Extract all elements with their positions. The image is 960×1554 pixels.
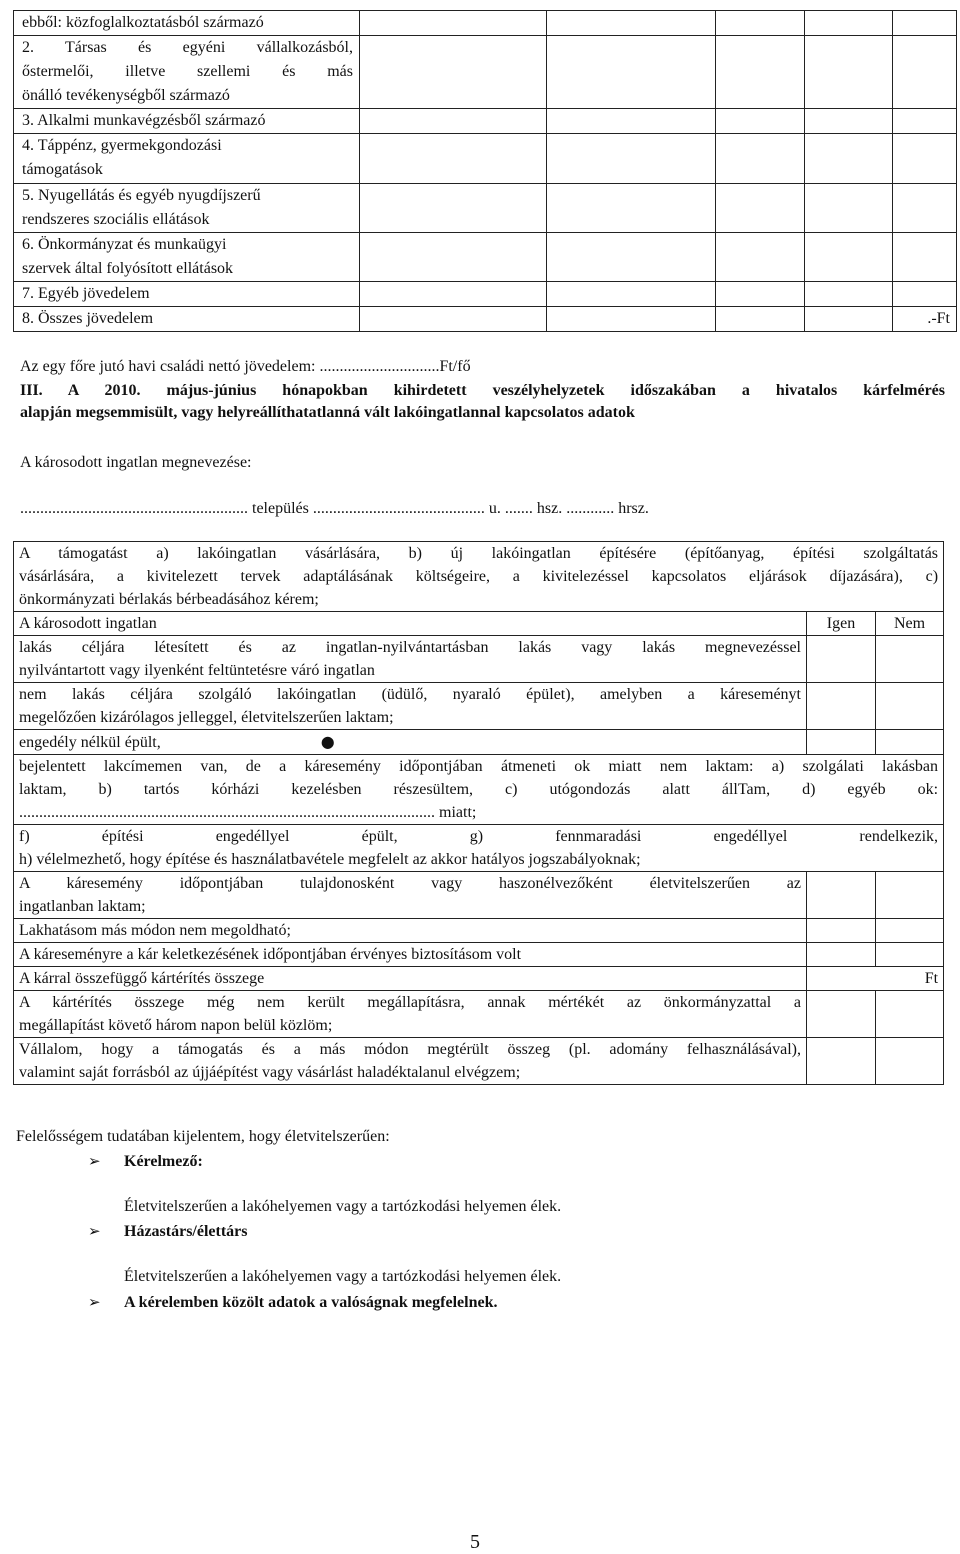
spouse-label: Házastárs/élettárs: [124, 1223, 248, 1240]
income-label-other: 7. Egyéb jövedelem: [14, 281, 360, 306]
arrow-bullet-icon: ➢: [88, 1222, 101, 1240]
income-cell[interactable]: [360, 109, 547, 134]
income-cell[interactable]: [805, 281, 893, 306]
income-row-total: [14, 306, 957, 331]
income-label-casual: 3. Alkalmi munkavégzésből származó: [14, 109, 360, 134]
yes-checkbox-cell[interactable]: [807, 636, 876, 683]
page-number: 5: [470, 1531, 480, 1553]
income-label-municipal: 6. Önkormányzat és munkaügyi szervek által folyósított ellátások: [14, 232, 360, 281]
claim-row-label: f) építési engedéllyel épült, g) fennmaradási engedéllyel rendelkezik, h) vélelmezhető, hogy építése és használatbavétele megfelelt az akkor hatályos jogszabályoknak;: [14, 825, 944, 872]
no-checkbox-cell[interactable]: [876, 991, 944, 1038]
no-checkbox-cell[interactable]: [876, 1038, 944, 1085]
income-cell[interactable]: [360, 183, 547, 232]
income-cell[interactable]: [716, 232, 805, 281]
per-capita-income-line[interactable]: Az egy főre jutó havi családi nettó jövedelem: ..............................Ft/fő: [20, 358, 471, 375]
income-label-public-work: ebből: közfoglalkoztatásból származó: [14, 11, 360, 36]
section-iii-heading: III. A 2010. május-június hónapokban kihirdetett veszélyhelyzetek időszakában a hivatalos kárfelmérés alapján megsemmisült, vagy helyreállíthatatlanná vált lakóingatlannal kapcsolatos adatok: [20, 382, 945, 421]
income-cell[interactable]: [360, 232, 547, 281]
claim-row: [14, 919, 944, 943]
income-cell[interactable]: [893, 11, 957, 36]
income-cell[interactable]: [805, 36, 893, 109]
income-cell[interactable]: [547, 306, 716, 331]
income-cell[interactable]: [360, 134, 547, 183]
compensation-amount-field[interactable]: Ft: [807, 967, 944, 991]
yes-checkbox-cell[interactable]: [807, 872, 876, 919]
claim-table: [13, 541, 944, 1085]
income-cell[interactable]: [716, 281, 805, 306]
income-cell[interactable]: [716, 183, 805, 232]
income-table: [13, 10, 957, 332]
income-cell[interactable]: [805, 232, 893, 281]
yes-checkbox-cell[interactable]: [807, 683, 876, 730]
compensation-label: A kárral összefüggő kártérítés összege: [14, 967, 807, 991]
income-label-total: 8. Összes jövedelem: [14, 306, 360, 331]
income-cell[interactable]: [716, 36, 805, 109]
applicant-bullet: [88, 1150, 203, 1173]
income-cell[interactable]: [547, 11, 716, 36]
claim-row-label: lakás céljára létesített és az ingatlan-nyilvántartásban lakás vagy lakás megnevezéssel nyilvántartott vagy ilyenként feltüntetésre váró ingatlan: [14, 636, 807, 683]
income-cell[interactable]: [716, 11, 805, 36]
claim-row: [14, 755, 944, 825]
spouse-residence-text[interactable]: Életvitelszerűen a lakóhelyemen vagy a tartózkodási helyemen élek.: [124, 1268, 562, 1285]
claim-row-label: nem lakás céljára szolgáló lakóingatlan (üdülő, nyaraló épület), amelyben a káreseményt megelőzően kizárólagos jelleggel, életvitelszerűen laktam;: [14, 683, 807, 730]
income-cell[interactable]: [360, 36, 547, 109]
income-row-public-work: [14, 11, 957, 36]
claim-row-label: bejelentett lakcímemen van, de a káresemény időpontjában átmeneti ok miatt nem laktam: a) szolgálati lakásban laktam, b) tartós kórházi kezelésben részesültem, c) utógondozás alatt állTam, d) egyéb ok: ........................................................................................................ miatt;: [14, 755, 944, 825]
income-cell[interactable]: [716, 306, 805, 331]
income-row-casual: [14, 109, 957, 134]
claim-row: [14, 636, 944, 683]
income-cell[interactable]: [716, 134, 805, 183]
claim-row: [14, 683, 944, 730]
income-label-business: 2. Társas és egyéni vállalkozásból, őstermelői, illetve szellemi és más önálló tevékenységből származó: [14, 36, 360, 109]
income-total-value[interactable]: .-Ft: [893, 306, 957, 331]
yes-checkbox-cell[interactable]: [807, 943, 876, 967]
claim-header-yes: Igen: [807, 612, 876, 636]
yes-checkbox-cell[interactable]: [807, 1038, 876, 1085]
income-row-municipal: [14, 232, 957, 281]
income-cell[interactable]: [360, 11, 547, 36]
no-checkbox-cell[interactable]: [876, 683, 944, 730]
support-request-text: A támogatást a) lakóingatlan vásárlására, b) új lakóingatlan építésére (építőanyag, építési szolgáltatás vásárlására, a kivitelezett tervek adaptálásának költségeire, a kivitelezéssel kapcsolatos eljárások díjazására), c) önkormányzati bérlakás bérbeadásához kérem;: [14, 542, 944, 612]
claim-header-row: [14, 612, 944, 636]
claim-row-label: Vállalom, hogy a támogatás és a más módon megtérült összeg (pl. adomány felhasználásával), valamint saját forrásból az újjáépítést vagy vásárlást haladéktalanul elvégzem;: [14, 1038, 807, 1085]
income-cell[interactable]: [893, 36, 957, 109]
claim-row: [14, 825, 944, 872]
declaration-intro: Felelősségem tudatában kijelentem, hogy életvitelszerűen:: [16, 1128, 390, 1145]
claim-row-compensation: [14, 967, 944, 991]
no-checkbox-cell[interactable]: [876, 943, 944, 967]
arrow-bullet-icon: ➢: [88, 1152, 101, 1170]
income-cell[interactable]: [547, 134, 716, 183]
no-checkbox-cell[interactable]: [876, 872, 944, 919]
income-label-sickpay: 4. Táppénz, gyermekgondozási támogatások: [14, 134, 360, 183]
income-cell[interactable]: [893, 281, 957, 306]
arrow-bullet-icon: ➢: [88, 1293, 101, 1311]
income-cell[interactable]: [893, 109, 957, 134]
no-checkbox-cell[interactable]: [876, 636, 944, 683]
claim-row-request: [14, 542, 944, 612]
spouse-bullet: [88, 1220, 248, 1243]
no-checkbox-cell[interactable]: [876, 730, 944, 755]
income-row-other: [14, 281, 957, 306]
income-cell[interactable]: [716, 109, 805, 134]
bullet-dot-icon: ●: [320, 732, 335, 751]
income-label-pension: 5. Nyugellátás és egyéb nyugdíjszerű rendszeres szociális ellátások: [14, 183, 360, 232]
claim-row-label: A káreseményre a kár keletkezésének időpontjában érvényes biztosításom volt: [14, 943, 807, 967]
claim-header-no: Nem: [876, 612, 944, 636]
income-cell[interactable]: [547, 109, 716, 134]
claim-row: [14, 1038, 944, 1085]
income-cell[interactable]: [893, 134, 957, 183]
income-cell[interactable]: [805, 183, 893, 232]
income-cell[interactable]: [893, 232, 957, 281]
truth-statement: A kérelemben közölt adatok a valóságnak megfelelnek.: [124, 1294, 498, 1311]
income-cell[interactable]: [805, 306, 893, 331]
claim-row-label: engedély nélkül épült, ●: [14, 730, 807, 755]
yes-checkbox-cell[interactable]: [807, 730, 876, 755]
income-row-pension: [14, 183, 957, 232]
claim-header-label: A károsodott ingatlan: [14, 612, 807, 636]
yes-checkbox-cell[interactable]: [807, 919, 876, 943]
income-cell[interactable]: [805, 11, 893, 36]
truth-statement-bullet: [88, 1291, 497, 1314]
claim-row: [14, 991, 944, 1038]
income-cell[interactable]: [547, 183, 716, 232]
income-cell[interactable]: [805, 134, 893, 183]
income-row-sickpay: [14, 134, 957, 183]
claim-row-label: A káresemény időpontjában tulajdonosként vagy haszonélvezőként életvitelszerűen az ingatlanban laktam;: [14, 872, 807, 919]
income-cell[interactable]: [547, 36, 716, 109]
income-cell[interactable]: [547, 232, 716, 281]
income-cell[interactable]: [547, 281, 716, 306]
income-row-business: [14, 36, 957, 109]
property-name-label: A károsodott ingatlan megnevezése:: [20, 454, 252, 471]
claim-row-label: A kártérítés összege még nem került megállapításra, annak mértékét az önkormányzattal a megállapítást követő három napon belül közlöm;: [14, 991, 807, 1038]
claim-row-label: Lakhatásom más módon nem megoldható;: [14, 919, 807, 943]
claim-row: [14, 943, 944, 967]
no-checkbox-cell[interactable]: [876, 919, 944, 943]
income-cell[interactable]: [360, 306, 547, 331]
applicant-residence-text[interactable]: Életvitelszerűen a lakóhelyemen vagy a tartózkodási helyemen élek.: [124, 1198, 562, 1215]
claim-row: [14, 872, 944, 919]
claim-row: [14, 730, 944, 755]
income-cell[interactable]: [360, 281, 547, 306]
property-address-line[interactable]: ......................................................... település ........................................... u. ....... hsz. ............ hrsz.: [20, 500, 649, 517]
income-cell[interactable]: [893, 183, 957, 232]
applicant-label: Kérelmező:: [124, 1153, 203, 1170]
yes-checkbox-cell[interactable]: [807, 991, 876, 1038]
income-cell[interactable]: [805, 109, 893, 134]
